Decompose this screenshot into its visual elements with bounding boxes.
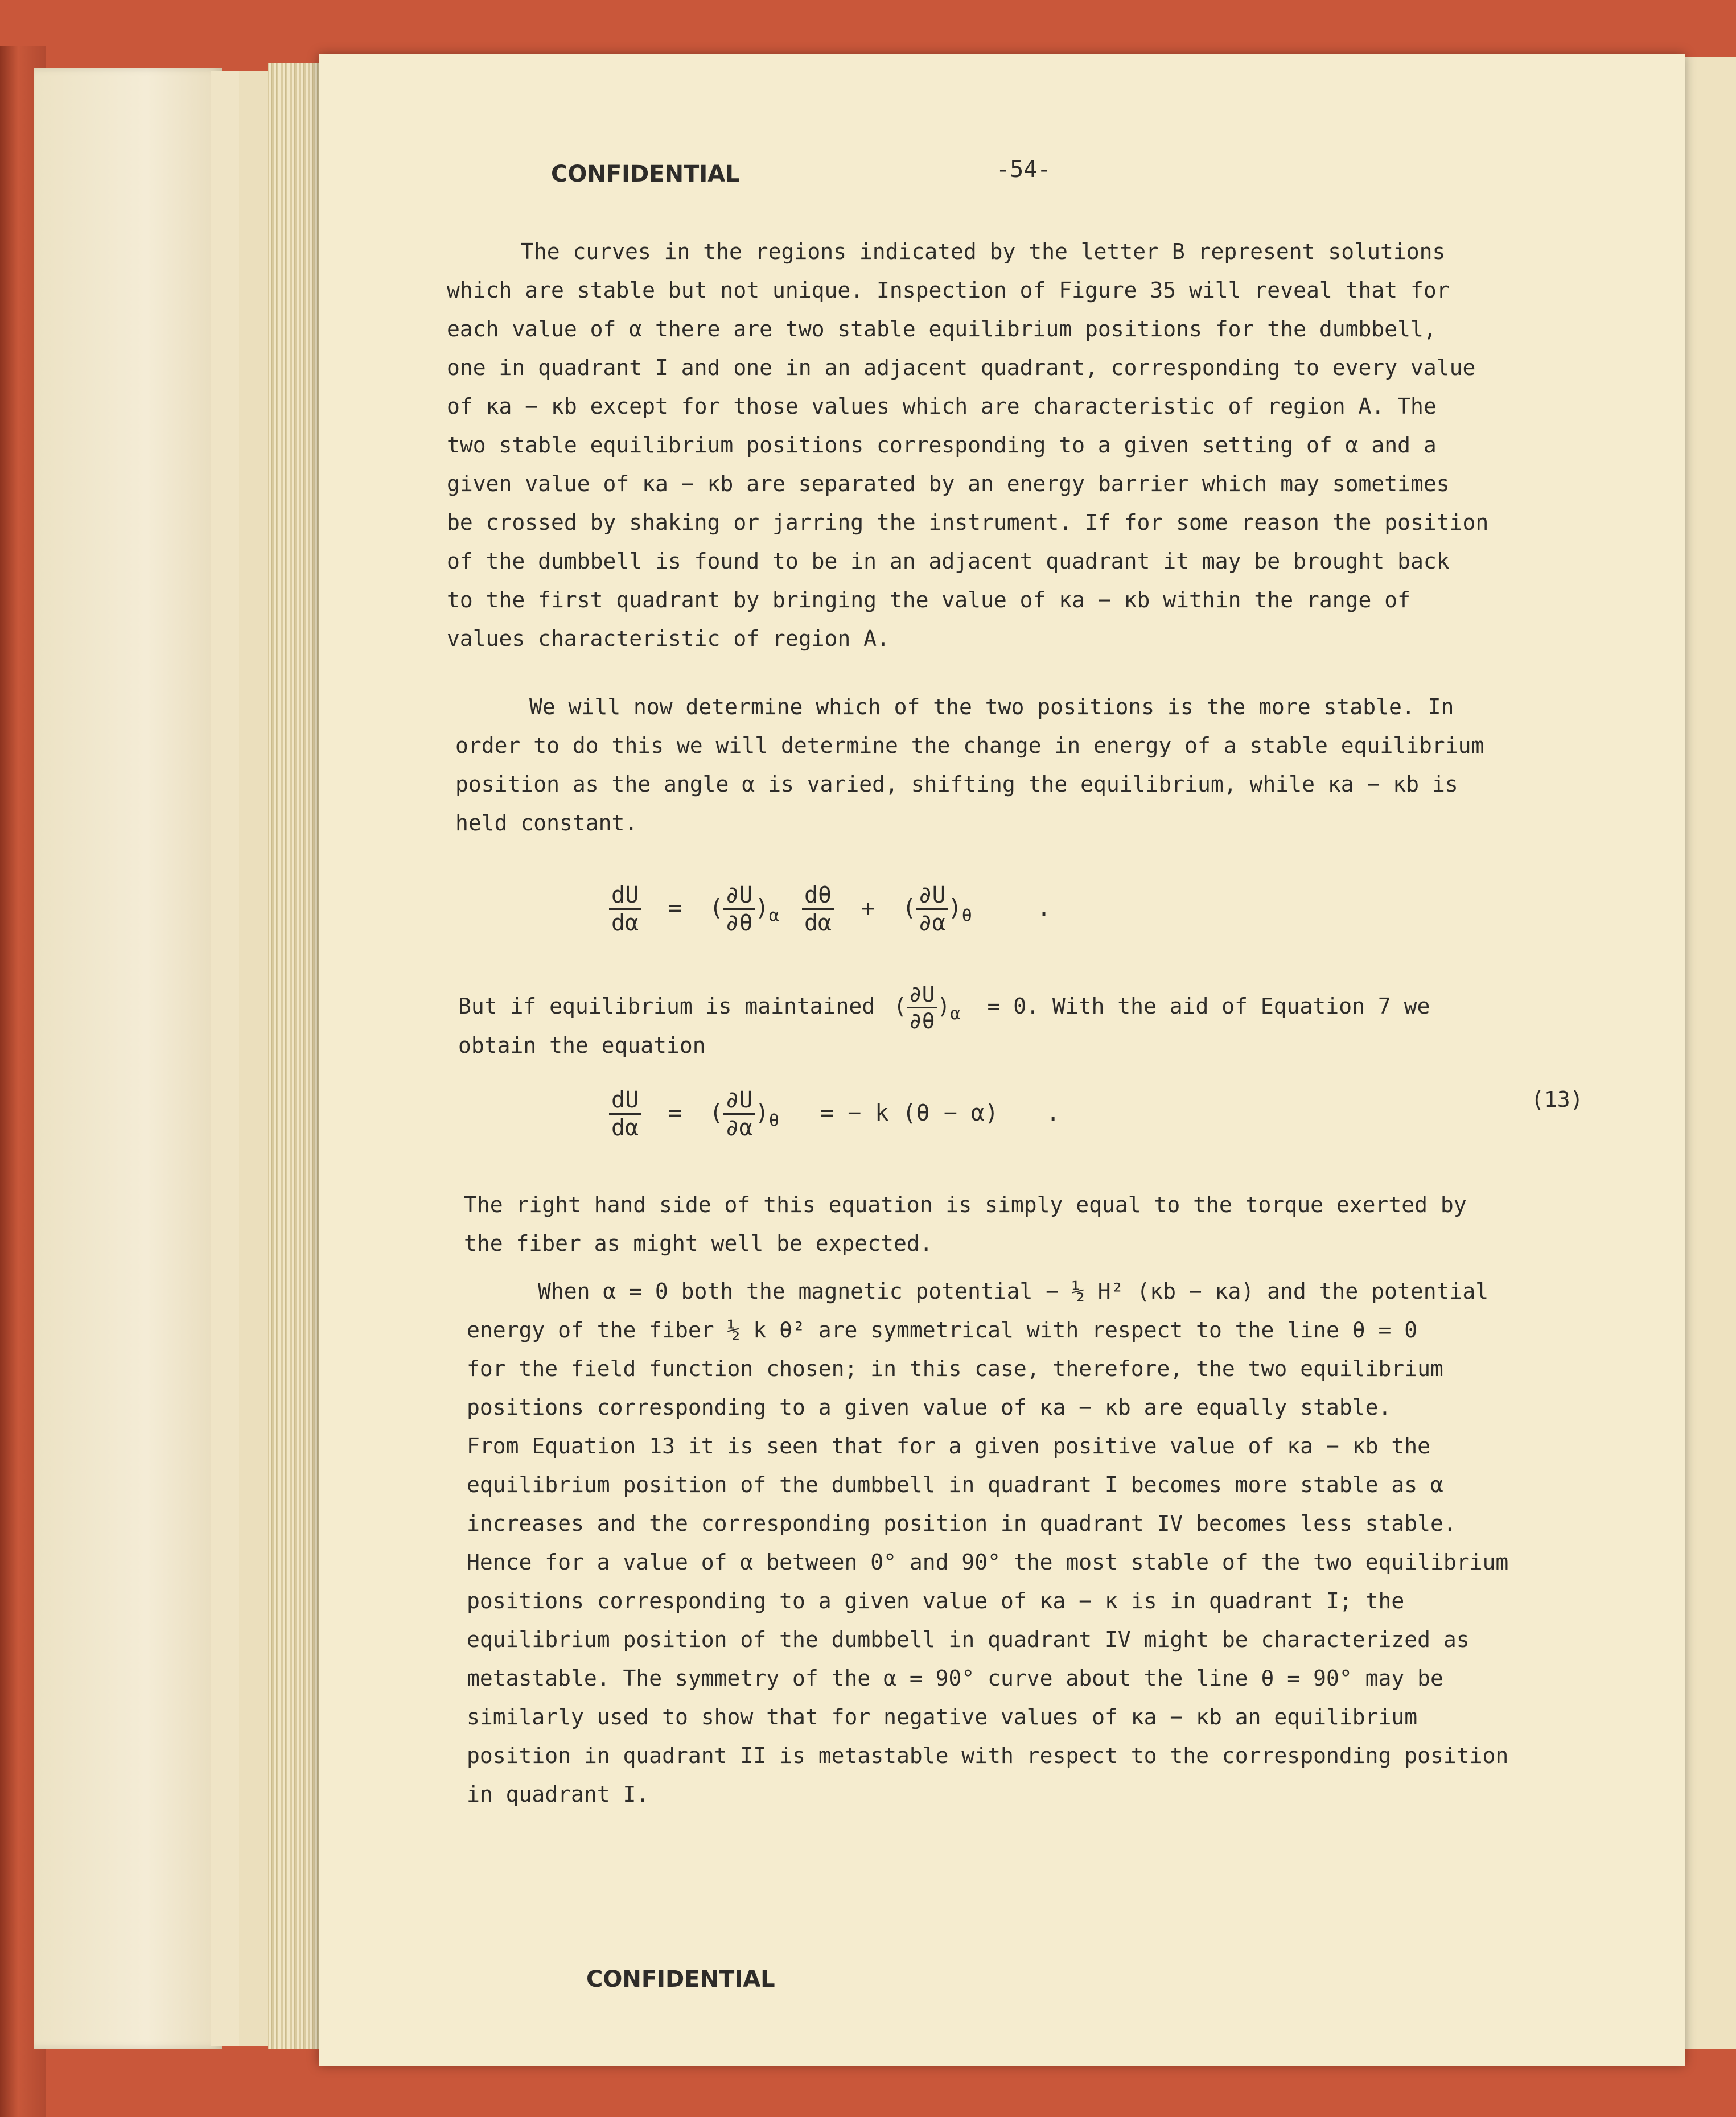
text-line: But if equilibrium is maintained ( $\frac{\partial U}{\partial\theta}$ )$_\alpha = 0$. With the aid of Equation 7 we — [458, 982, 1430, 1033]
text-line: for the field function chosen; in this case, therefore, the two equilibrium — [467, 1356, 1443, 1381]
text-line: metastable. The symmetry of the α = 90° curve about the line θ = 90° may be — [467, 1666, 1443, 1691]
equation-2: $\frac{dU}{d\alpha}$ = ( $\frac{\partial U}{\partial\alpha}$ )$_\theta$ = − k (θ − α) . — [609, 1087, 1060, 1141]
text-line: order to do this we will determine the change in energy of a stable equilibrium — [455, 733, 1484, 758]
text-line: the fiber as might well be expected. — [464, 1231, 933, 1256]
text-line: be crossed by shaking or jarring the instrument. If for some reason the position — [447, 510, 1489, 535]
text-line: Hence for a value of α between 0° and 90° the most stable of the two equilibrium — [467, 1550, 1509, 1575]
text-line: similarly used to show that for negative values of κa − κb an equilibrium — [467, 1704, 1418, 1729]
book-endpaper — [34, 68, 222, 2049]
fraction: $\frac{dU}{d\alpha}$ — [609, 1087, 641, 1141]
text-line: When α = 0 both the magnetic potential − ½ H² (κb − κa) and the potential — [538, 1279, 1489, 1304]
text-line: in quadrant I. — [467, 1782, 649, 1807]
text-line: From Equation 13 it is seen that for a given positive value of κa − κb the — [467, 1434, 1430, 1459]
text-line: equilibrium position of the dumbbell in quadrant I becomes more stable as α — [467, 1472, 1443, 1497]
text-line: positions corresponding to a given value of κa − κb are equally stable. — [467, 1395, 1392, 1420]
text-line: increases and the corresponding position in quadrant IV becomes less stable. — [467, 1511, 1457, 1536]
text-line: each value of α there are two stable equilibrium positions for the dumbbell, — [447, 316, 1437, 341]
page-number: -54- — [996, 156, 1051, 183]
text-line: We will now determine which of the two positions is the more stable. In — [529, 694, 1454, 719]
text-line: The right hand side of this equation is simply equal to the torque exerted by — [464, 1192, 1467, 1217]
text-line: equilibrium position of the dumbbell in quadrant IV might be characterized as — [467, 1627, 1470, 1652]
fraction: $\frac{\partial U}{\partial\alpha}$ — [723, 1087, 755, 1141]
text-line: position in quadrant II is metastable with respect to the corresponding position — [467, 1743, 1509, 1768]
text-line: which are stable but not unique. Inspection of Figure 35 will reveal that for — [447, 278, 1450, 303]
text-line: of the dumbbell is found to be in an adjacent quadrant it may be brought back — [447, 549, 1450, 574]
footer-confidential: CONFIDENTIAL — [586, 1966, 775, 1992]
text-line: positions corresponding to a given value of κa − κ is in quadrant I; the — [467, 1588, 1405, 1613]
text-line: values characteristic of region A. — [447, 626, 890, 651]
equation-number: (13) — [1531, 1087, 1583, 1112]
document-page — [319, 54, 1685, 2066]
text-line: obtain the equation — [458, 1033, 706, 1058]
text-line: one in quadrant I and one in an adjacent quadrant, corresponding to every value — [447, 355, 1476, 380]
text-line: position as the angle α is varied, shifting the equilibrium, while κa − κb is — [455, 772, 1458, 797]
text-line: to the first quadrant by bringing the value of κa − κb within the range of — [447, 587, 1410, 612]
fraction: $\frac{d\theta}{d\alpha}$ — [802, 882, 834, 936]
text-line: energy of the fiber ½ k θ² are symmetrical with respect to the line θ = 0 — [467, 1317, 1418, 1342]
equation-1: $\frac{dU}{d\alpha}$ = ( $\frac{\partial U}{\partial\theta}$ )$_\alpha$ $\frac{d\theta}{d\alpha}$ + ( $\frac{\partial U}{\partial\alpha}$ )$_\theta$ . — [609, 882, 1051, 936]
fraction: $\frac{\partial U}{\partial\theta}$ — [723, 882, 755, 936]
header-confidential: CONFIDENTIAL — [551, 161, 740, 187]
text-line: of κa − κb except for those values which are characteristic of region A. The — [447, 394, 1437, 419]
fraction: $\frac{\partial U}{\partial\theta}$ — [907, 982, 937, 1033]
text-line: The curves in the regions indicated by the letter B represent solutions — [521, 239, 1446, 264]
text-line: held constant. — [455, 810, 638, 835]
fraction: $\frac{dU}{d\alpha}$ — [609, 882, 641, 936]
fraction: $\frac{\partial U}{\partial\alpha}$ — [916, 882, 948, 936]
text-line: given value of κa − κb are separated by an energy barrier which may sometimes — [447, 471, 1450, 496]
text-line: two stable equilibrium positions corresponding to a given setting of α and a — [447, 433, 1437, 458]
